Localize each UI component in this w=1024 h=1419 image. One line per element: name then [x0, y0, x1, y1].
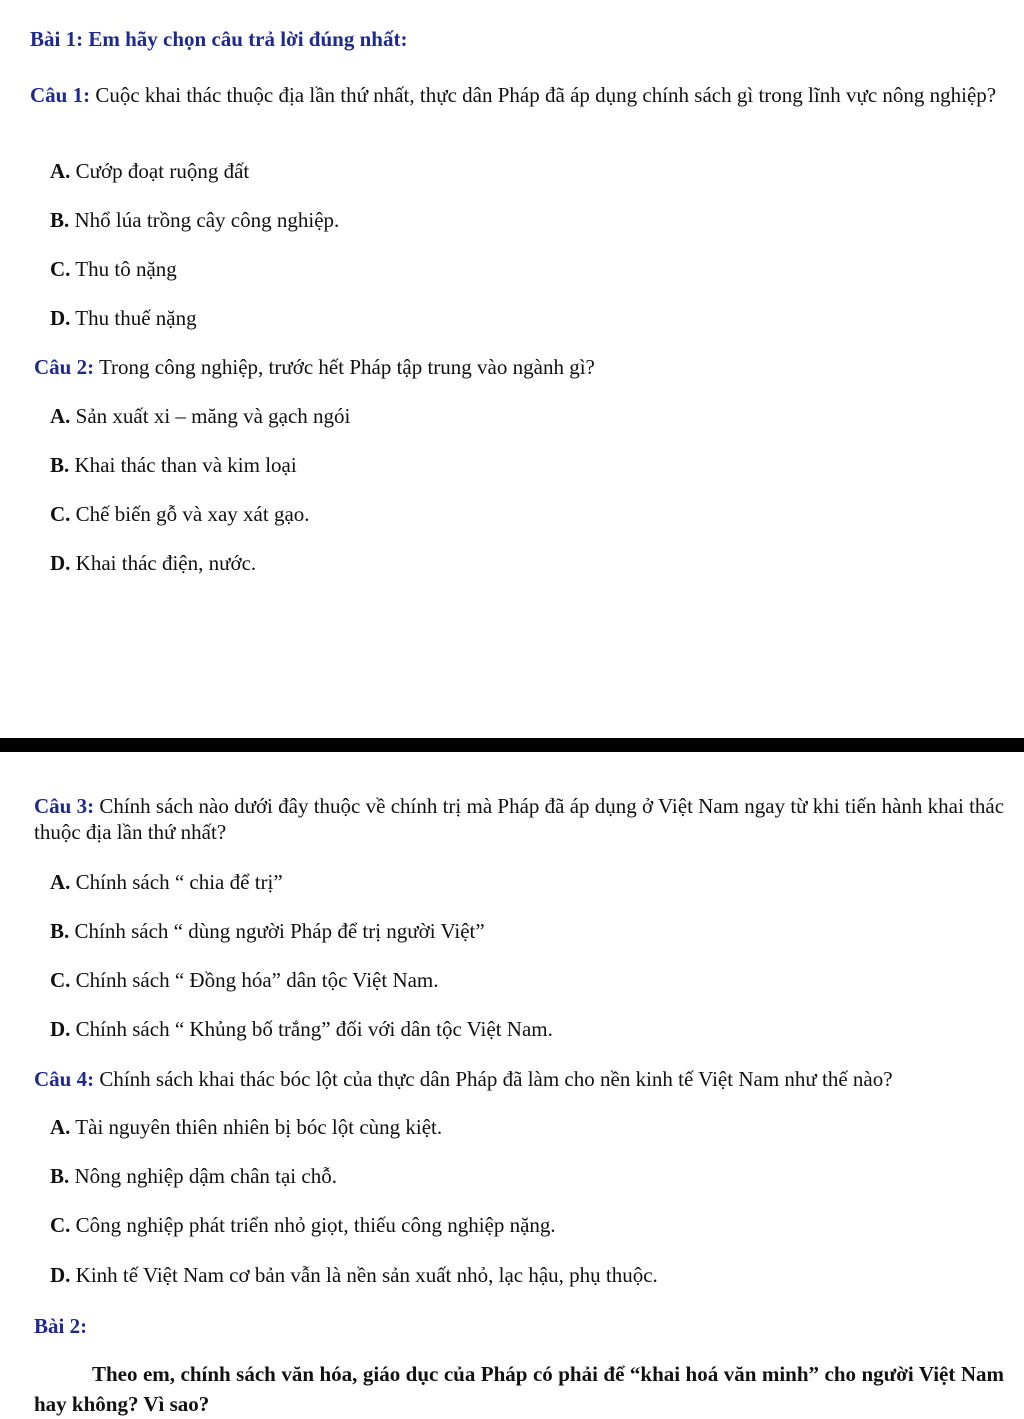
question-3-text: Chính sách nào dưới đây thuộc về chính trị mà Pháp đã áp dụng ở Việt Nam ngay từ khi tiến hành khai thác thuộc địa lần thứ nhất?: [34, 794, 1005, 844]
question-4: [34, 1066, 893, 1092]
exercise-1-title: Bài 1: Em hãy chọn câu trả lời đúng nhất:: [30, 27, 408, 51]
q3-option-a: A. Chính sách “ chia để trị”: [50, 870, 283, 894]
exercise-2-title: Bài 2:: [34, 1314, 88, 1338]
q4-option-c: C. Công nghiệp phát triển nhỏ giọt, thiếu công nghiệp nặng.: [50, 1213, 556, 1237]
exercise-2-question: [34, 1359, 1004, 1419]
question-1-text: Cuộc khai thác thuộc địa lần thứ nhất, thực dân Pháp đã áp dụng chính sách gì trong lĩnh vực nông nghiệp?: [90, 83, 997, 107]
question-2-text: Trong công nghiệp, trước hết Pháp tập trung vào ngành gì?: [94, 355, 595, 379]
q3-option-b: B. Chính sách “ dùng người Pháp để trị người Việt”: [50, 919, 485, 943]
q4-option-d: D. Kinh tế Việt Nam cơ bản vẫn là nền sản xuất nhỏ, lạc hậu, phụ thuộc.: [50, 1263, 658, 1287]
question-3-label: Câu 3:: [34, 794, 95, 818]
page-divider: [0, 738, 1024, 752]
question-1-label: Câu 1:: [30, 83, 91, 107]
question-4-label: Câu 4:: [34, 1067, 95, 1091]
question-2: [34, 354, 595, 380]
q2-option-c: C. Chế biến gỗ và xay xát gạo.: [50, 502, 310, 526]
question-4-text: Chính sách khai thác bóc lột của thực dân Pháp đã làm cho nền kinh tế Việt Nam như thế nào?: [94, 1067, 893, 1091]
q3-option-c: C. Chính sách “ Đồng hóa” dân tộc Việt Nam.: [50, 968, 439, 992]
q3-option-d: D. Chính sách “ Khủng bố trắng” đối với dân tộc Việt Nam.: [50, 1017, 553, 1041]
q1-option-a: A. Cướp đoạt ruộng đất: [50, 159, 250, 183]
question-3: [34, 793, 1008, 845]
q2-option-b: B. Khai thác than và kim loại: [50, 453, 297, 477]
question-2-label: Câu 2:: [34, 355, 95, 379]
q2-option-a: A. Sản xuất xi – măng và gạch ngói: [50, 404, 351, 428]
q1-option-c: C. Thu tô nặng: [50, 257, 177, 281]
q1-option-d: D. Thu thuế nặng: [50, 306, 197, 330]
q1-option-b: B. Nhổ lúa trồng cây công nghiệp.: [50, 208, 340, 232]
question-1: [30, 82, 1008, 108]
exercise-2-question-text: Theo em, chính sách văn hóa, giáo dục của Pháp có phải để “khai hoá văn minh” cho người Việt Nam hay không? Vì sao?: [34, 1362, 1004, 1416]
q2-option-d: D. Khai thác điện, nước.: [50, 551, 257, 575]
q4-option-b: B. Nông nghiệp dậm chân tại chỗ.: [50, 1164, 337, 1188]
q4-option-a: A. Tài nguyên thiên nhiên bị bóc lột cùng kiệt.: [50, 1115, 443, 1139]
